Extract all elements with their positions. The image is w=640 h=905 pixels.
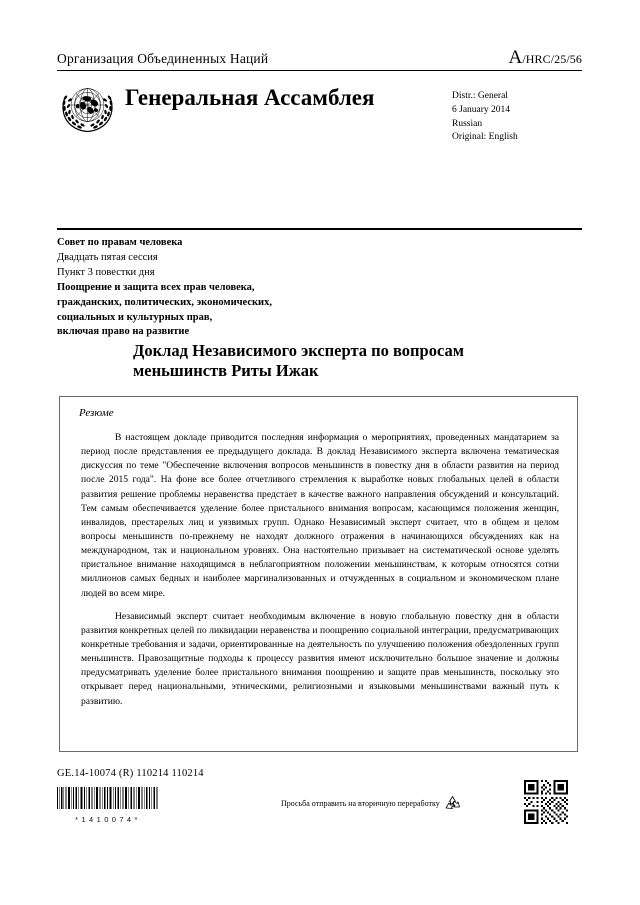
summary-paragraph: Независимый эксперт считает необходимым включение в новую глобальную повестку дня в области развития конкретных целей по ликвидации неравенства и поощрению социальной интеграции, предусматривающих конкретные требования и задачи, ориентированные на деятельность по улучшению положения обездоленных групп меньшинств. Правозащитные подходы к процессу развития имеют исключительно большое значение и должны предусматривать уделение более пристального внимания поощрению и защите прав меньшинств, поскольку это открывает перед национальными, этническими, религиозными и языковыми меньшинствами важный путь к развитию. — [81, 610, 559, 707]
masthead-top-row — [57, 48, 582, 69]
barcode — [56, 787, 160, 824]
agenda-title-line-4: включая право на развитие — [57, 326, 190, 338]
distribution-language: Russian — [452, 118, 483, 129]
page-title: Доклад Независимого эксперта по вопросам меньшинств Риты Ижак — [133, 341, 464, 381]
agenda-title-line-2: гражданских, политических, экономических, — [57, 296, 272, 308]
recycle-note — [281, 795, 461, 812]
summary-paragraph: В настоящем докладе приводится последняя информация о мероприятиях, проведенных мандатарием за период после представления ее предыдущего доклада. В доклад Независимого эксперта включена тематическая дискуссия по теме "Обеспечение включения вопросов меньшинств в повестку дня в области развития на период после 2015 года". На фоне все более отчетливого стремления к выработке новых глобальных целей в области развития решение проблемы неравенства предстает в качестве важного направления обсуждений и консультаций. Тем самым обеспечивается уделение более пристального внимания вопросам, касающимся положения женщин, инвалидов, престарелых лиц и уязвимых групп. Однако Независимый эксперт считает, что в общем и целом вопросы меньшинств по-прежнему не находят должного отражения в начинающихся обсуждениях как на международном, так и национальном уровнях. Она настоятельно призывает на систематической основе уделять пристальное внимание находящимся в неблагоприятном положении меньшинствам, к которым относятся сотни миллионов самых бедных и наиболее маргинализованных и отчужденных в социальном и экономическом плане людей во всем мире. — [81, 432, 559, 599]
masthead-divider — [57, 70, 582, 71]
section-divider — [57, 228, 582, 230]
agenda-title-line-1: Поощрение и защита всех прав человека, — [57, 281, 255, 293]
document-symbol-rest: /HRC/25/56 — [522, 52, 582, 66]
distribution-block — [452, 90, 582, 145]
session-number: Двадцать пятая сессия — [57, 251, 158, 263]
council-name: Совет по правам человека — [57, 237, 183, 248]
document-symbol — [508, 48, 582, 67]
recycle-note-text: Просьба отправить на вторичную переработку — [281, 799, 440, 808]
masthead-body-row — [57, 80, 582, 145]
un-emblem — [59, 82, 116, 134]
summary-body — [81, 431, 559, 709]
organization-name: Организация Объединенных Наций — [57, 51, 269, 66]
masthead — [57, 48, 582, 145]
document-symbol-letter: A — [508, 47, 523, 68]
agenda-item: Пункт 3 повестки дня — [57, 266, 155, 278]
assembly-title: Генеральная Ассамблея — [125, 85, 375, 110]
distribution-date: 6 January 2014 — [452, 104, 511, 115]
summary-box — [59, 396, 578, 752]
recycling-symbol-icon — [444, 795, 461, 812]
distribution-original: Original: English — [452, 132, 518, 143]
barcode-text: *1410074* — [75, 815, 141, 824]
qr-code — [524, 780, 568, 824]
summary-label: Резюме — [79, 407, 114, 419]
document-code: GE.14-10074 (R) 110214 110214 — [57, 768, 204, 779]
agenda-title-line-3: социальных и культурных прав, — [57, 311, 213, 323]
distribution-type: Distr.: General — [452, 91, 508, 101]
session-info — [57, 236, 487, 340]
